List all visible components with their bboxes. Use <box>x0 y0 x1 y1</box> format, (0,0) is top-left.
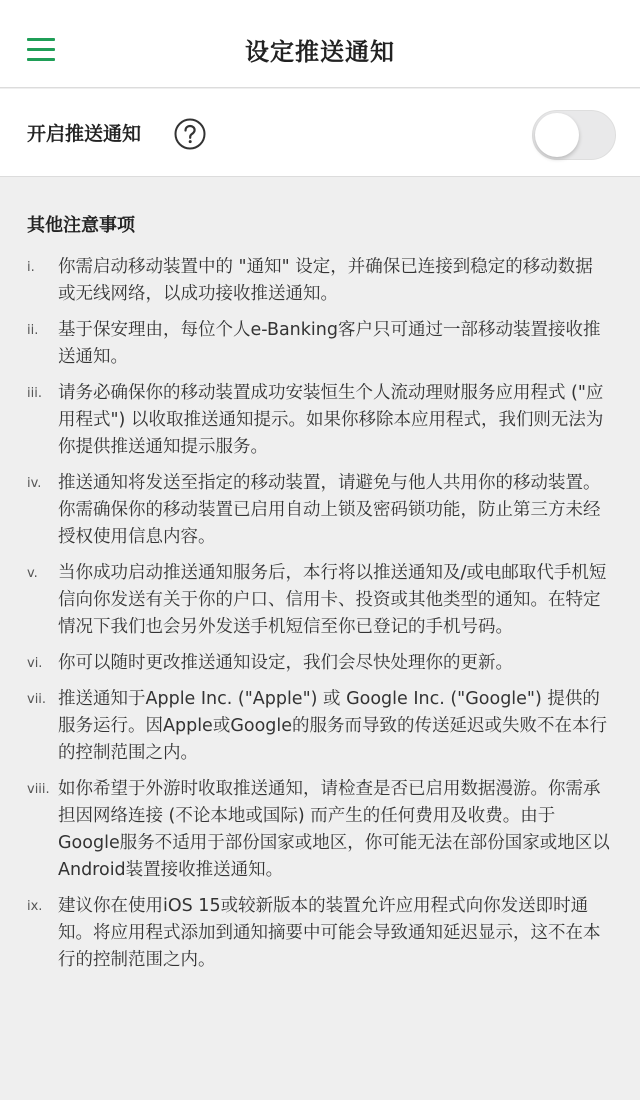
list-item-marker: v. <box>27 566 38 581</box>
toggle-knob <box>535 113 579 157</box>
list-item-text: 请务必确保你的移动装置成功安装恒生个人流动理财服务应用程式 ("应用程式") 以收取推送通知提示。如果你移除本应用程式，我们则无法为你提供推送通知提示服务。 <box>58 383 604 457</box>
list-item-text: 建议你在使用iOS 15或较新版本的装置允许应用程式向你发送即时通知。将应用程式添加到通知摘要中可能会导致通知延迟显示，这不在本行的控制范围之内。 <box>58 896 601 970</box>
list-item-marker: iv. <box>27 476 42 491</box>
list-item-marker: ii. <box>27 323 39 338</box>
list-item-text: 你需启动移动装置中的 "通知" 设定，并确保已连接到稳定的移动数据或无线网络，以成功接收推送通知。 <box>58 257 593 304</box>
list-item-marker: iii. <box>27 386 42 401</box>
push-notification-setting-row <box>0 89 640 177</box>
list-item-marker: vi. <box>27 656 43 671</box>
push-notification-toggle[interactable] <box>532 110 616 160</box>
list-item <box>27 254 610 308</box>
list-item <box>27 776 610 884</box>
notes-title: 其他注意事项 <box>27 215 135 236</box>
notes-section <box>0 178 640 983</box>
list-item <box>27 560 610 641</box>
push-notification-label: 开启推送通知 <box>27 123 142 145</box>
list-item-marker: ix. <box>27 899 43 914</box>
list-item-text: 推送通知于Apple Inc. ("Apple") 或 Google Inc. ("Google") 提供的服务运行。因Apple或Google的服务而导致的传送延迟或失败不在本行的控制范围之内。 <box>58 689 608 763</box>
list-item-marker: viii. <box>27 782 50 797</box>
list-item <box>27 317 610 371</box>
list-item-text: 如你希望于外游时收取推送通知，请检查是否已启用数据漫游。你需承担因网络连接 (不论本地或国际) 而产生的任何费用及收费。由于Google服务不适用于部份国家或地区，你可能无法在部份国家或地区以Android装置接收推送通知。 <box>58 779 610 880</box>
list-item-text: 你可以随时更改推送通知设定，我们会尽快处理你的更新。 <box>58 653 513 673</box>
notes-list <box>27 254 610 974</box>
list-item-marker: i. <box>27 260 35 275</box>
list-item-marker: vii. <box>27 692 47 707</box>
page-title: 设定推送通知 <box>245 38 395 66</box>
list-item-text: 当你成功启动推送通知服务后，本行将以推送通知及/或电邮取代手机短信向你发送有关于你的户口、信用卡、投资或其他类型的通知。在特定情况下我们也会另外发送手机短信至你已登记的手机号码。 <box>58 563 607 637</box>
question-circle-icon[interactable] <box>174 118 206 150</box>
list-item <box>27 470 610 551</box>
list-item <box>27 380 610 461</box>
list-item <box>27 893 610 974</box>
top-app-bar <box>0 0 640 88</box>
list-item-text: 基于保安理由，每位个人e-Banking客户只可通过一部移动装置接收推送通知。 <box>58 320 601 367</box>
list-item <box>27 686 610 767</box>
list-item-text: 推送通知将发送至指定的移动装置，请避免与他人共用你的移动装置。你需确保你的移动装置已启用自动上锁及密码锁功能，防止第三方未经授权使用信息内容。 <box>58 473 601 547</box>
list-item <box>27 650 610 677</box>
